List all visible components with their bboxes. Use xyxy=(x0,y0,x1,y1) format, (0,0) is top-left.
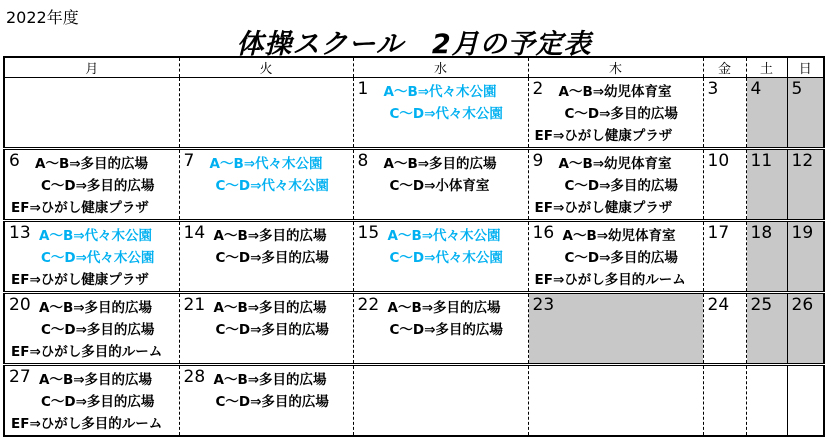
schedule-entry: A～B⇒多目的広場 xyxy=(35,156,149,172)
weekday-mon: 月 xyxy=(4,57,179,78)
day-cell-fri xyxy=(703,78,746,149)
day-number: 20 xyxy=(9,295,31,315)
day-cell-sun xyxy=(787,293,824,365)
day-cell-tue xyxy=(179,293,353,365)
day-cell-thu xyxy=(528,221,703,293)
schedule-calendar xyxy=(3,56,825,437)
day-cell-mon xyxy=(4,293,179,365)
schedule-entry: C～D⇒代々木公園 xyxy=(215,178,329,194)
schedule-entry: C～D⇒代々木公園 xyxy=(389,250,503,266)
schedule-entry: A～B⇒代々木公園 xyxy=(39,228,153,244)
schedule-entries xyxy=(529,78,703,147)
day-cell-sat xyxy=(746,293,787,365)
schedule-entry: A～B⇒多目的広場 xyxy=(39,372,153,388)
schedule-entry: A～B⇒代々木公園 xyxy=(209,156,323,172)
day-cell-sun xyxy=(787,365,824,437)
year-label: 2022年度 xyxy=(6,8,79,27)
schedule-entries xyxy=(354,78,528,125)
weekday-header-row xyxy=(4,57,824,78)
schedule-entry: A～B⇒幼児体育室 xyxy=(558,84,672,100)
day-cell-thu xyxy=(528,149,703,221)
day-number: 16 xyxy=(532,223,555,243)
day-cell-wed xyxy=(353,221,528,293)
day-number: 17 xyxy=(707,223,730,243)
day-number: 27 xyxy=(9,367,31,387)
schedule-entries xyxy=(354,150,528,197)
week-row xyxy=(4,221,824,293)
schedule-entry: C～D⇒多目的広場 xyxy=(215,322,329,338)
schedule-entry: A～B⇒多目的広場 xyxy=(213,372,327,388)
schedule-entry: C～D⇒多目的広場 xyxy=(41,394,155,410)
schedule-entry: C～D⇒多目的広場 xyxy=(389,322,503,338)
day-number: 19 xyxy=(791,223,814,243)
schedule-entry: A～B⇒代々木公園 xyxy=(383,84,497,100)
day-cell-thu xyxy=(528,365,703,437)
schedule-entry: EF⇒ひがし健康プラザ xyxy=(534,128,673,144)
schedule-entries xyxy=(529,150,703,219)
schedule-entry: C～D⇒小体育室 xyxy=(389,178,490,194)
day-number: 26 xyxy=(791,295,814,315)
day-number: 12 xyxy=(791,151,814,171)
day-cell-mon xyxy=(4,78,179,149)
day-cell-sat xyxy=(746,365,787,437)
schedule-entries xyxy=(5,366,179,435)
day-number: 24 xyxy=(707,295,730,315)
day-number: 21 xyxy=(183,295,206,315)
day-number: 4 xyxy=(750,79,762,99)
day-number: 5 xyxy=(791,79,803,99)
day-number: 14 xyxy=(183,223,206,243)
day-cell-wed xyxy=(353,149,528,221)
schedule-entries xyxy=(5,222,179,291)
page-title: 体操スクール 2月の予定表 xyxy=(236,29,592,60)
schedule-entries xyxy=(529,222,703,291)
schedule-entry: A～B⇒幼児体育室 xyxy=(558,156,672,172)
day-cell-wed xyxy=(353,365,528,437)
schedule-entry: A～B⇒多目的広場 xyxy=(383,156,497,172)
week-row xyxy=(4,78,824,149)
day-cell-fri xyxy=(703,365,746,437)
schedule-entry: A～B⇒多目的広場 xyxy=(387,300,501,316)
weekday-tue: 火 xyxy=(179,57,353,78)
day-number: 28 xyxy=(183,367,206,387)
schedule-entry: C～D⇒多目的広場 xyxy=(564,106,678,122)
day-number: 7 xyxy=(183,151,195,171)
schedule-entry: EF⇒ひがし健康プラザ xyxy=(11,200,149,216)
weekday-thu: 木 xyxy=(528,57,703,78)
day-cell-sun xyxy=(787,78,824,149)
day-number: 23 xyxy=(532,295,555,315)
schedule-entries xyxy=(180,294,353,341)
day-number: 10 xyxy=(707,151,730,171)
schedule-entry: C～D⇒代々木公園 xyxy=(389,106,503,122)
schedule-entries xyxy=(5,150,179,219)
schedule-entries xyxy=(354,222,528,269)
schedule-entries xyxy=(354,294,528,341)
day-cell-fri xyxy=(703,149,746,221)
schedule-entry: A～B⇒多目的広場 xyxy=(213,228,327,244)
day-number: 22 xyxy=(357,295,380,315)
day-number: 8 xyxy=(357,151,369,171)
day-number: 13 xyxy=(9,223,31,243)
schedule-entry: A～B⇒多目的広場 xyxy=(39,300,153,316)
day-cell-thu xyxy=(528,293,703,365)
day-cell-thu xyxy=(528,78,703,149)
schedule-entry: C～D⇒多目的広場 xyxy=(564,250,678,266)
day-cell-tue xyxy=(179,149,353,221)
day-number: 2 xyxy=(532,79,544,99)
schedule-entries xyxy=(5,294,179,363)
day-number: 15 xyxy=(357,223,380,243)
day-cell-sat xyxy=(746,221,787,293)
day-number: 9 xyxy=(532,151,544,171)
weekday-sat: 土 xyxy=(746,57,787,78)
week-row xyxy=(4,365,824,437)
schedule-entry: EF⇒ひがし多目的ルーム xyxy=(11,416,163,432)
day-cell-wed xyxy=(353,78,528,149)
weekday-sun: 日 xyxy=(787,57,824,78)
day-cell-fri xyxy=(703,221,746,293)
day-cell-wed xyxy=(353,293,528,365)
schedule-entry: EF⇒ひがし多目的ルーム xyxy=(534,272,686,288)
schedule-entry: C～D⇒多目的広場 xyxy=(41,178,155,194)
schedule-entries xyxy=(180,222,353,269)
day-cell-mon xyxy=(4,365,179,437)
day-cell-sun xyxy=(787,221,824,293)
week-row xyxy=(4,149,824,221)
day-number: 25 xyxy=(750,295,773,315)
schedule-entry: EF⇒ひがし多目的ルーム xyxy=(11,344,163,360)
schedule-entry: C～D⇒代々木公園 xyxy=(41,250,155,266)
day-cell-mon xyxy=(4,149,179,221)
weekday-wed: 水 xyxy=(353,57,528,78)
day-cell-tue xyxy=(179,78,353,149)
day-number: 3 xyxy=(707,79,719,99)
schedule-entry: C～D⇒多目的広場 xyxy=(215,394,329,410)
day-cell-sat xyxy=(746,149,787,221)
schedule-entry: C～D⇒多目的広場 xyxy=(564,178,678,194)
day-number: 1 xyxy=(357,79,369,99)
day-cell-tue xyxy=(179,221,353,293)
week-row xyxy=(4,293,824,365)
schedule-entries xyxy=(180,150,353,197)
day-cell-sun xyxy=(787,149,824,221)
schedule-entry: A～B⇒多目的広場 xyxy=(213,300,327,316)
day-number: 11 xyxy=(750,151,773,171)
day-number: 6 xyxy=(9,151,20,171)
schedule-entry: A～B⇒代々木公園 xyxy=(387,228,501,244)
day-cell-tue xyxy=(179,365,353,437)
schedule-entry: EF⇒ひがし健康プラザ xyxy=(11,272,149,288)
day-cell-sat xyxy=(746,78,787,149)
schedule-entry: A～B⇒幼児体育室 xyxy=(562,228,676,244)
schedule-entry: C～D⇒多目的広場 xyxy=(41,322,155,338)
weekday-fri: 金 xyxy=(703,57,746,78)
day-cell-fri xyxy=(703,293,746,365)
schedule-entry: C～D⇒多目的広場 xyxy=(215,250,329,266)
day-number: 18 xyxy=(750,223,773,243)
schedule-entries xyxy=(180,366,353,413)
day-cell-mon xyxy=(4,221,179,293)
schedule-entry: EF⇒ひがし健康プラザ xyxy=(534,200,673,216)
